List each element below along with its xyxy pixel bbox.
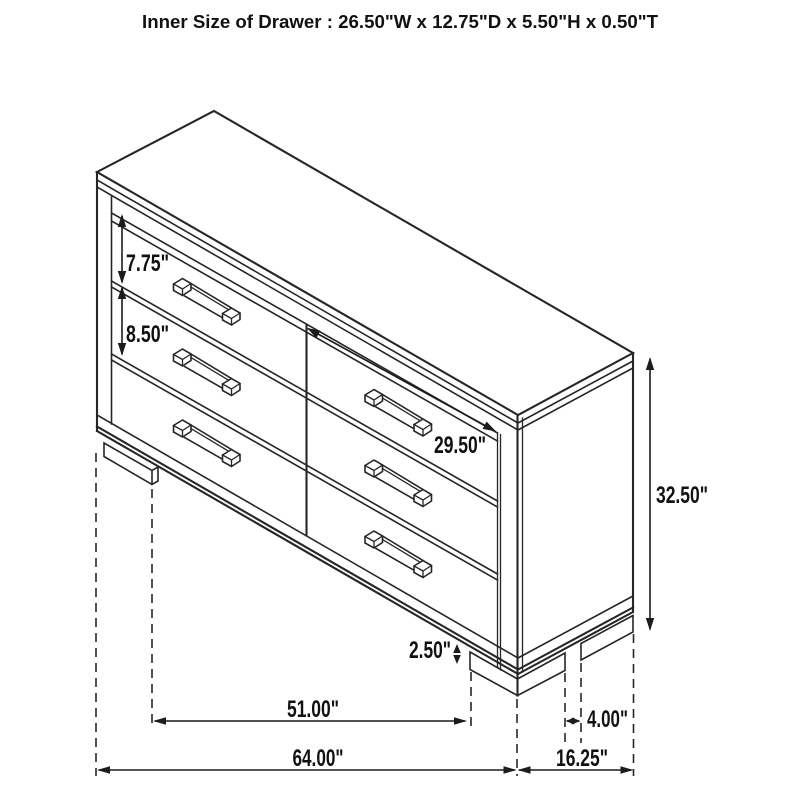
dim-label-overall-width: 64.00" [292,745,344,772]
dim-label-middle-drawer-height: 8.50" [126,321,169,348]
dim-label-foot-notch-width: 4.00" [587,706,628,733]
drawer-handle [365,531,432,578]
front-right-leg-side [518,653,566,696]
drawer-handle [365,460,432,507]
front-right-leg-front [470,652,518,696]
drawer-handle [365,390,432,437]
top-edge-side-lines [518,361,633,430]
dim-label-between-legs-width: 51.00" [287,696,339,723]
dim-label-overall-depth: 16.25" [556,745,608,772]
side-band-top-line [518,596,633,658]
drawer-handle [174,279,241,326]
dim-label-top-drawer-height: 7.75" [126,250,169,277]
right-stile-inner-edge [498,433,501,670]
dim-label-drawer-front-width: 29.50" [434,432,486,459]
dim-label-foot-height: 2.50" [409,637,451,664]
drawer-handle [174,349,241,396]
diagram-title: Inner Size of Drawer : 26.50"W x 12.75"D x 5.50"H x 0.50"T [142,12,659,32]
drawer-row1-top-lines [112,213,498,441]
top-face [97,111,633,415]
extension-lines [96,453,634,776]
dresser-line-drawing [97,111,633,696]
left-foot [104,443,158,485]
dim-label-overall-height: 32.50" [656,482,708,509]
